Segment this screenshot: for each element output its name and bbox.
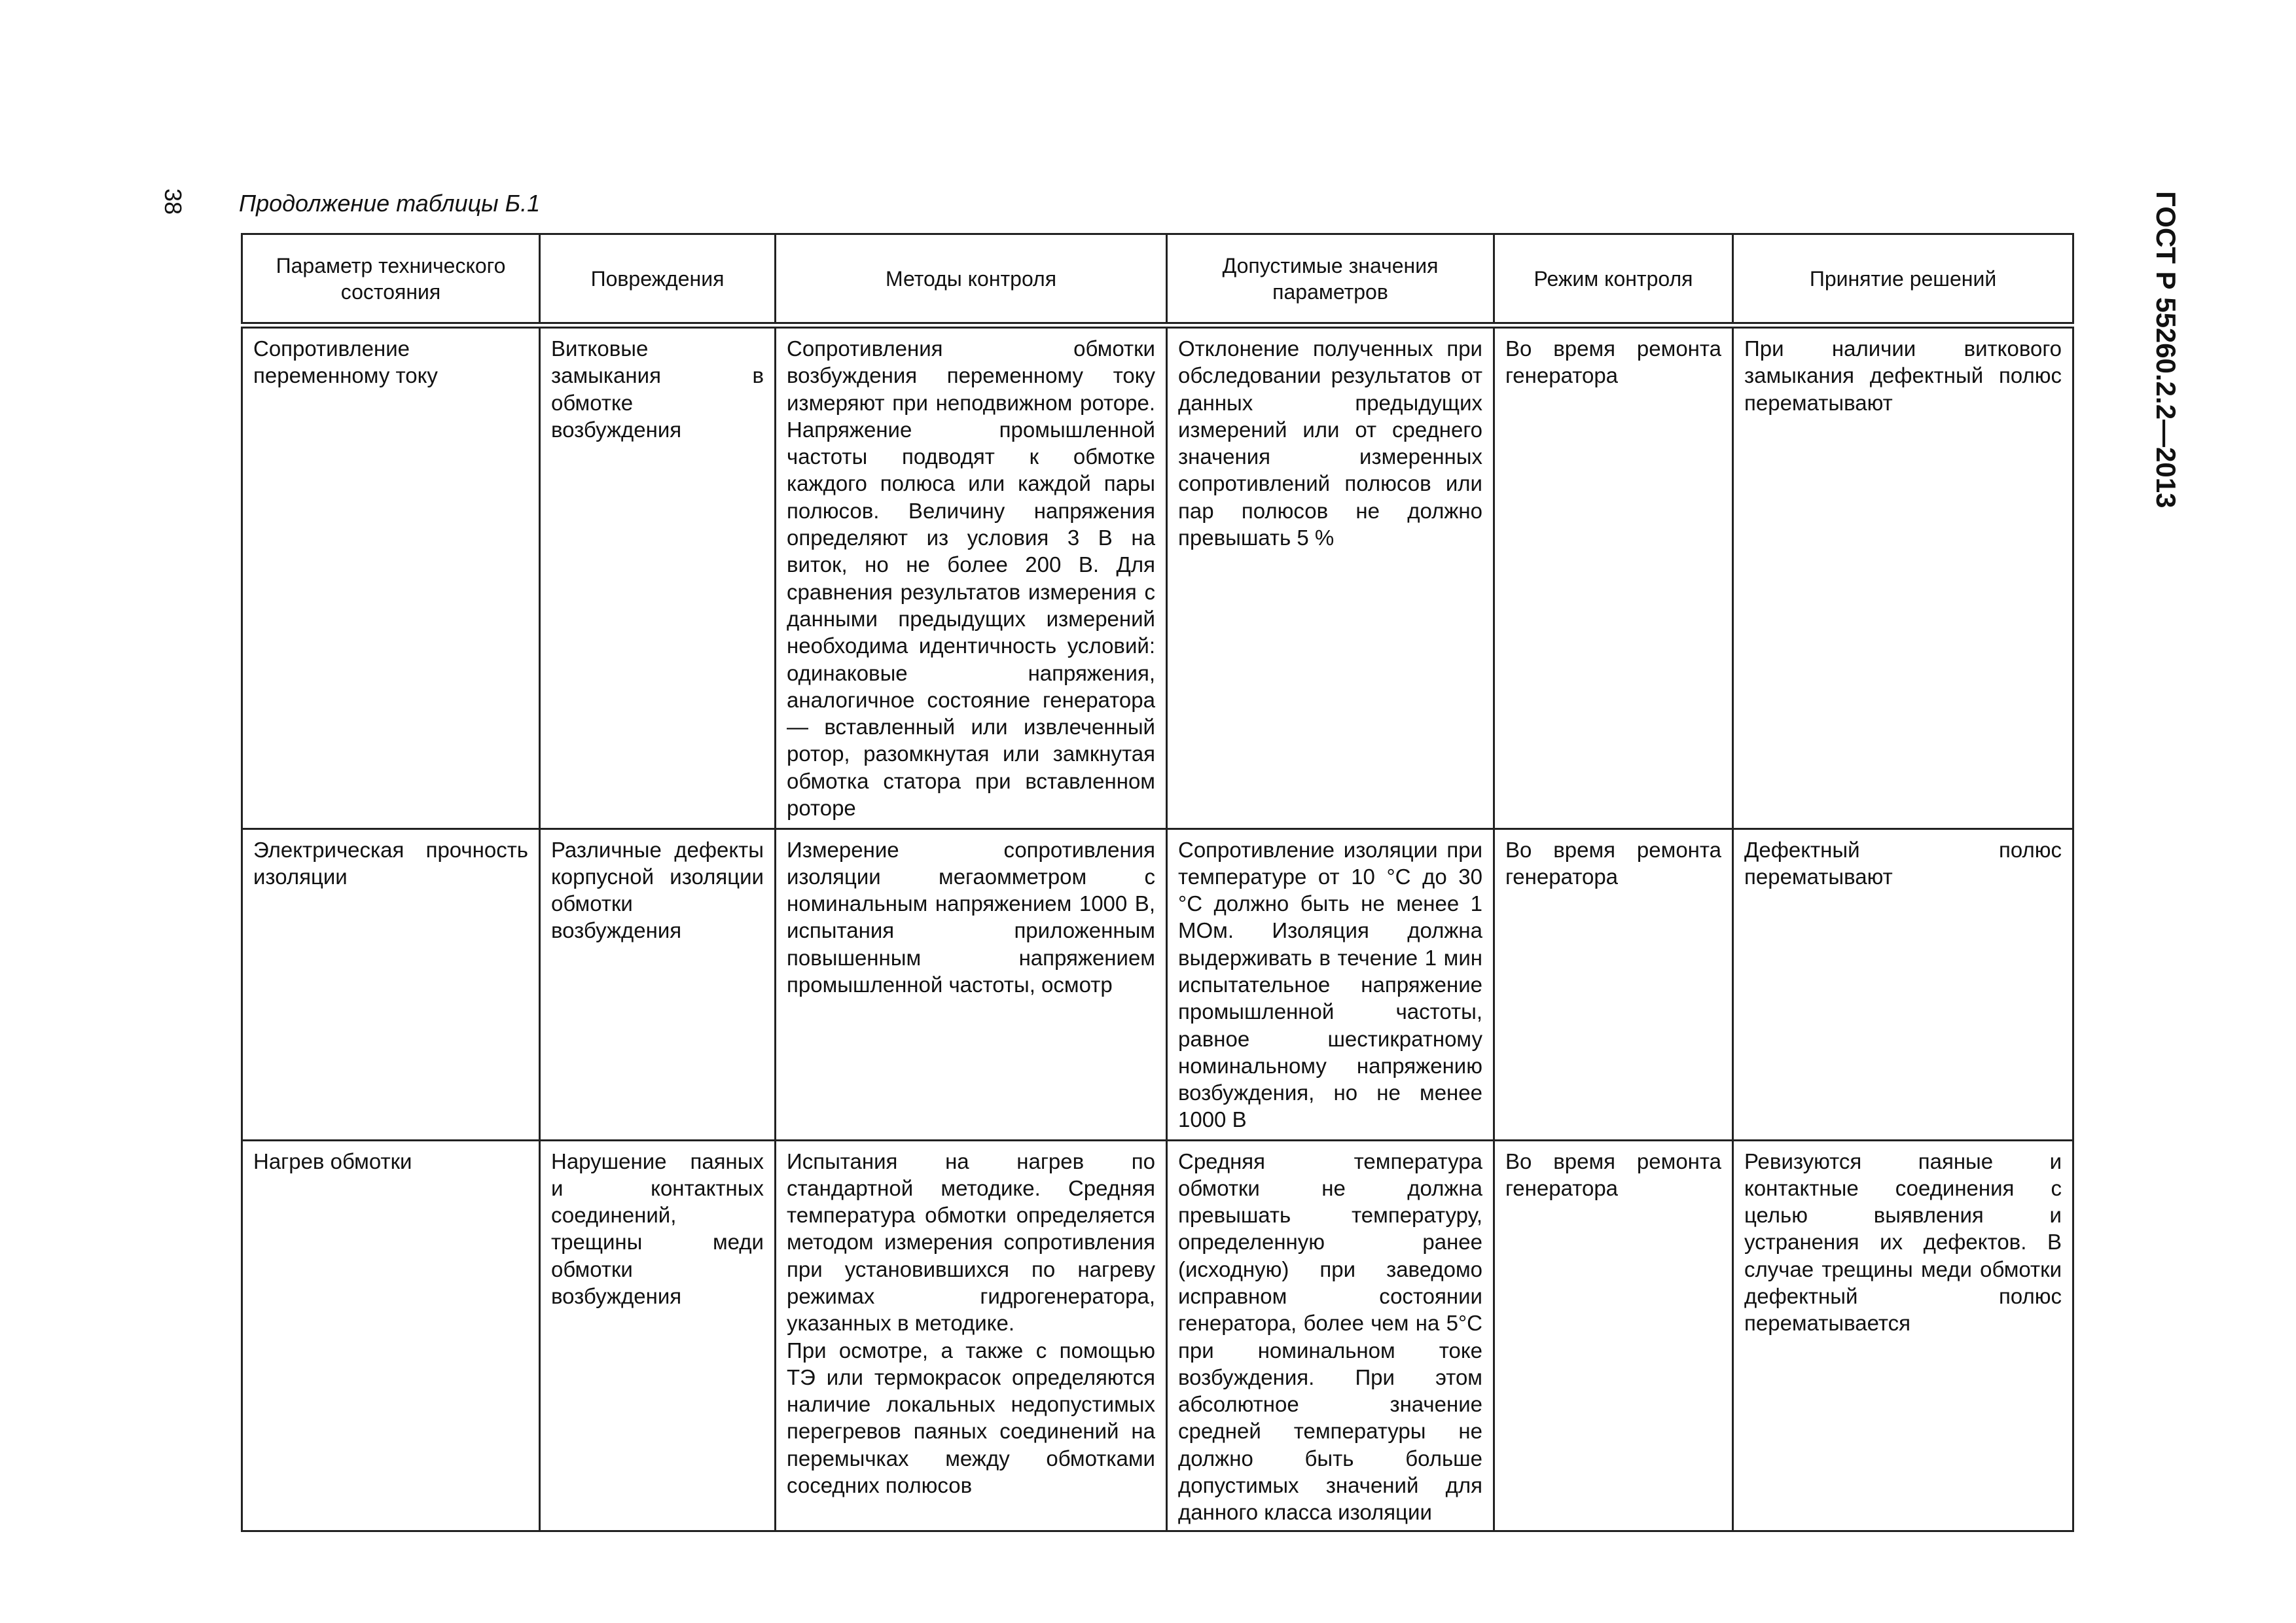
header-control-mode: Режим контроля [1494, 234, 1733, 326]
cell-damage: Витковые замыкания в обмотке возбуждения [540, 325, 776, 829]
cell-control-mode: Во время ремонта генератора [1494, 325, 1733, 829]
cell-parameter: Нагрев обмотки [242, 1140, 540, 1531]
header-parameter: Параметр технического состояния [242, 234, 540, 326]
table-row [242, 325, 2073, 829]
inspection-table [241, 233, 2074, 1532]
header-damage: Повреждения [540, 234, 776, 326]
cell-control-mode: Во время ремонта генератора [1494, 1140, 1733, 1531]
cell-parameter: Электрическая прочность изоляции [242, 829, 540, 1140]
cell-damage: Нарушение паяных и контактных соединений, трещины меди обмотки возбуждения [540, 1140, 776, 1531]
cell-methods: Испытания на нагрев по стандартной методике. Средняя температура обмотки определяется методом измерения сопротивления при установившихся по нагреву режимах гидрогенератора, указанных в методике. При осмотре, а также с помощью ТЭ или термокрасок определяются наличие локальных недопустимых перегревов паяных соединений на перемычках между обмотками соседних полюсов [776, 1140, 1167, 1531]
table-header-row [242, 234, 2073, 326]
cell-methods: Сопротивления обмотки возбуждения переменному току измеряют при неподвижном роторе. Напряжение промышленной частоты подводят к обмотке каждого полюса или каждой пары полюсов. Величину напряжения определяют из условия 3 В на виток, но не более 200 В. Для сравнения результатов измерения с данными предыдущих измерений необходима идентичность условий: одинаковые напряжения, аналогичное состояние генератора — вставленный или извлеченный ротор, разомкнутая или замкнутая обмотка статора при вставленном роторе [776, 325, 1167, 829]
cell-decision: Ревизуются паяные и контактные соединения с целью выявления и устранения их дефектов. В случае трещины меди обмотки дефектный полюс перематывается [1733, 1140, 2073, 1531]
cell-decision: При наличии виткового замыкания дефектный полюс перематывают [1733, 325, 2073, 829]
cell-allowed-values: Отклонение полученных при обследовании результатов от данных предыдущих измерений или от среднего значения измеренных сопротивлений полюсов или пар полюсов не должно превышать 5 % [1167, 325, 1494, 829]
cell-allowed-values: Средняя температура обмотки не должна превышать температуру, определенную ранее (исходную) при заведомо исправном состоянии генератора, более чем на 5°С при номинальном токе возбуждения. При этом абсолютное значение средней температуры не должно быть больше допустимых значений для данного класса изоляции [1167, 1140, 1494, 1531]
document-code: ГОСТ Р 55260.2.2—2013 [2151, 191, 2181, 508]
cell-damage: Различные дефекты корпусной изоляции обмотки возбуждения [540, 829, 776, 1140]
table-caption: Продолжение таблицы Б.1 [239, 190, 541, 217]
header-allowed-values: Допустимые значения параметров [1167, 234, 1494, 326]
cell-decision: Дефектный полюс перематывают [1733, 829, 2073, 1140]
header-decisions: Принятие решений [1733, 234, 2073, 326]
table-row [242, 1140, 2073, 1531]
page-number: 38 [160, 188, 187, 215]
cell-control-mode: Во время ремонта генератора [1494, 829, 1733, 1140]
cell-allowed-values: Сопротивление изоляции при температуре от 10 °С до 30 °С должно быть не менее 1 МОм. Изоляция должна выдерживать в течение 1 мин испытательное напряжение промышленной частоты, равное шестикратному номинальному напряжению возбуждения, но не менее 1000 В [1167, 829, 1494, 1140]
table-row [242, 829, 2073, 1140]
cell-methods: Измерение сопротивления изоляции мегаомметром с номинальным напряжением 1000 В, испытания приложенным повышенным напряжением промышленной частоты, осмотр [776, 829, 1167, 1140]
cell-parameter: Сопротивление переменному току [242, 325, 540, 829]
header-methods: Методы контроля [776, 234, 1167, 326]
